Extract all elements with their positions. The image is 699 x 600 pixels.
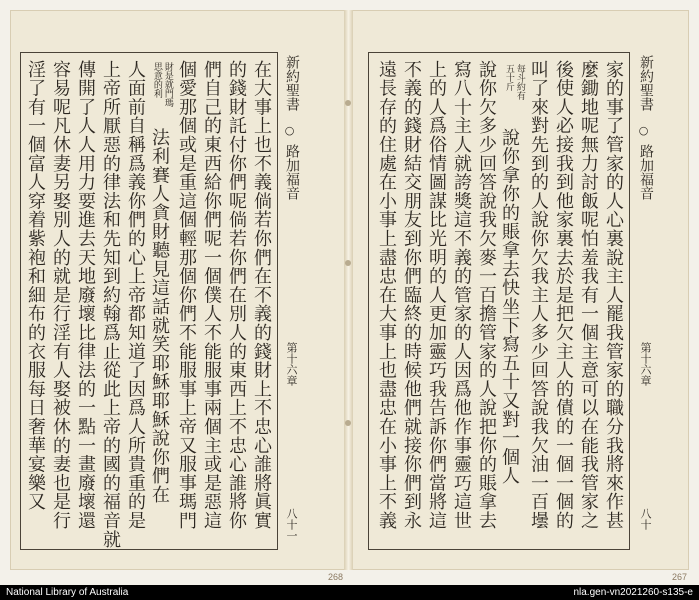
- right-header-chapter: 第十六章: [639, 342, 652, 386]
- right-column-1: 家的事了管家的人心裏說主人罷我管家的職分我將來作甚: [603, 60, 624, 530]
- footer-bar: [0, 585, 699, 600]
- right-header-mark: ○: [637, 124, 650, 137]
- left-column-8: 傳開了人人用力要進去天地廢壞比律法的一點一畫廢壞還: [75, 60, 96, 530]
- right-column-10: 遠長存的住處在小事上盡忠在大事上也盡忠在小事上不義: [376, 60, 397, 530]
- stitch-hole: [345, 100, 351, 106]
- left-header-mark: ○: [283, 124, 296, 137]
- left-annotation-b: 思意的利: [151, 62, 162, 98]
- left-column-5: 法利賽人貪財聽見這話就笑耶穌耶穌說你們在: [149, 128, 170, 504]
- left-column-9: 容易呢凡休妻另娶別人的就是行淫有人娶被休的妻也是行: [50, 60, 71, 530]
- stitch-hole: [345, 420, 351, 426]
- right-header-book: 新約聖書: [638, 55, 654, 111]
- right-annotation-b: 五十斤: [503, 64, 514, 91]
- right-header-page: 八十: [639, 508, 652, 530]
- left-header-gospel: 路加福音: [284, 144, 300, 200]
- left-header-book: 新約聖書: [284, 55, 300, 111]
- left-header-page: 八十一: [285, 508, 298, 541]
- left-header-chapter: 第十六章: [285, 342, 298, 386]
- right-annotation-a: 每斗約有: [514, 64, 525, 100]
- pencil-mark-right: 267: [672, 572, 688, 582]
- right-column-7: 寫八十主人就誇獎這不義的管家的人因爲他作事靈巧這世: [451, 60, 472, 530]
- right-header-gospel: 路加福音: [638, 144, 654, 200]
- left-column-7: 上帝所厭惡的律法和先知到約翰爲止從此上帝的國的福音就: [100, 60, 121, 549]
- right-column-5: 說你拿你的賬拿去快坐下寫五十又對一個人: [499, 128, 520, 486]
- right-column-6: 說你欠多少回答說我欠麥一百擔管家的人說把你的賬拿去: [476, 60, 497, 530]
- left-column-4: 個愛那個或是重這個輕那個你們不能服事上帝又服事瑪門: [176, 60, 197, 530]
- right-column-4: 叫了來對先到的人說你欠我主人多少回答說我欠油一百壜: [528, 60, 549, 530]
- right-column-2: 麼鋤地呢無力討飯呢怕羞我有一個主意可以在能我管家之: [578, 60, 599, 530]
- left-column-10: 淫了有一個富人穿着紫袍和細布的衣服每日奢華宴樂又: [25, 60, 46, 512]
- left-column-3: 們自己的東西給你們呢一個僕人不能服事兩個主或是惡這: [201, 60, 222, 530]
- left-column-2: 的錢財託付你們呢倘若你們在別人的東西上不忠心誰將你: [226, 60, 247, 530]
- image-identifier: nla.gen-vn2021260-s135-e: [573, 587, 693, 598]
- left-annotation-a: 財是就門瑪: [162, 62, 173, 107]
- right-column-8: 上的人爲俗情圖謀比光明的人更加靈巧我告訴你們當將這: [426, 60, 447, 530]
- right-column-3: 後使人必接我到他家裏去於是把欠主人的債的一個一個的: [553, 60, 574, 530]
- right-column-9: 不義的錢財結交朋友到你們臨終的時候他們就接你們到永: [401, 60, 422, 530]
- stitch-hole: [345, 260, 351, 266]
- library-credit: National Library of Australia: [6, 587, 129, 598]
- left-column-6: 人面前自稱爲義你們的心上帝都知道了因爲人所貴重的是: [125, 60, 146, 530]
- left-column-1: 在大事上也不義倘若你們在不義的錢財上不忠心誰將眞實: [251, 60, 272, 530]
- pencil-mark-center: 268: [328, 572, 344, 582]
- book-gutter: [344, 10, 353, 570]
